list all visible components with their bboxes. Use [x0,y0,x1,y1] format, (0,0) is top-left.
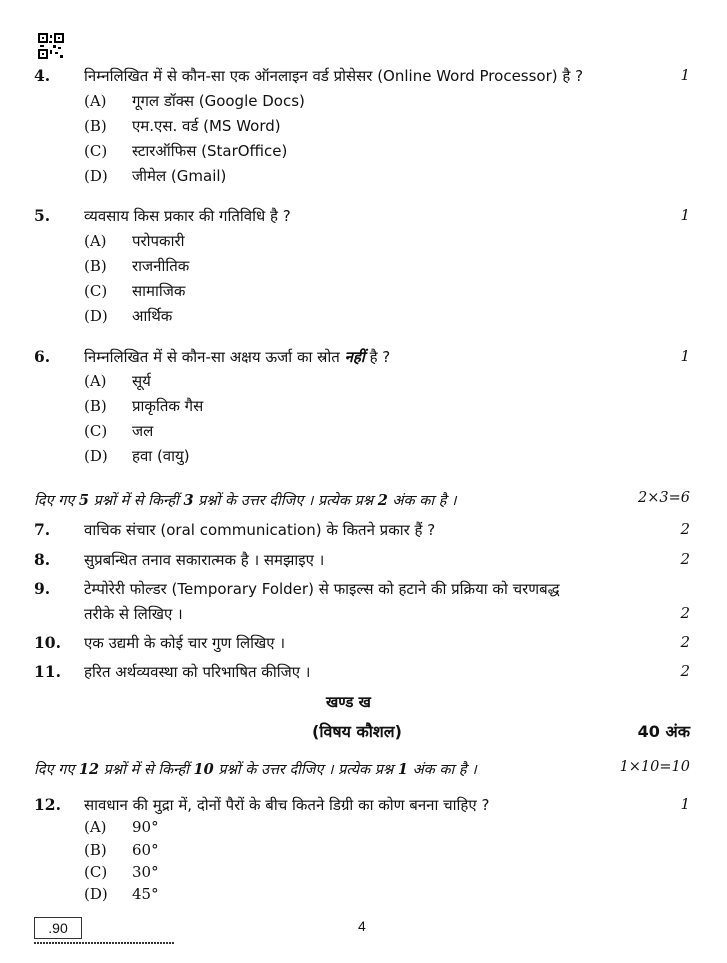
question-text: हरित अर्थव्यवस्था को परिभाषित कीजिए । [84,663,311,681]
option-b [84,396,203,416]
question-marks: 1 [680,347,690,365]
option-b [84,116,281,136]
option-text: हवा (वायु) [132,447,190,465]
question-text: निम्नलिखित में से कौन-सा एक ऑनलाइन वर्ड प्रोसेसर (Online Word Processor) है ? [84,67,584,85]
question-number: 7. [34,520,51,539]
question-text: सावधान की मुद्रा में, दोनों पैरों के बीच कितने डिग्री का कोण बनना चाहिए ? [84,796,490,814]
question-text [84,347,390,367]
option-d [84,446,190,466]
question-number: 10. [34,633,61,652]
instruction-number: 3 [183,492,194,509]
option-label: (A) [84,92,107,110]
option-text: जल [132,422,154,440]
instruction-number: 5 [78,492,89,509]
instruction-text: प्रश्नों के उत्तर दीजिए । प्रत्येक प्रश्न [193,493,378,509]
option-b [84,841,159,859]
option-label: (C) [84,863,108,881]
option-c [84,141,287,161]
option-text: प्राकृतिक गैस [132,397,204,415]
question-marks: 2 [680,662,690,680]
section-subtitle: (विषय कौशल) [312,722,402,741]
instruction-text: प्रश्नों में से किन्हीं [88,493,184,509]
instruction-text: दिए गए [34,762,79,778]
instruction-text: अंक का है । [407,762,477,778]
option-label: (A) [84,372,107,390]
question-number: 5. [34,206,51,225]
option-label: (D) [84,885,108,903]
option-text: 60° [132,841,159,859]
option-label: (B) [84,117,107,135]
option-text: गूगल डॉक्स (Google Docs) [132,92,305,110]
option-text: आर्थिक [132,307,173,325]
option-text: सामाजिक [132,282,186,300]
option-text: 90° [132,818,159,836]
option-text: स्टारऑफिस (StarOffice) [132,142,288,160]
question-number: 6. [34,347,51,366]
instruction [34,490,457,510]
option-b [84,256,189,276]
option-c [84,421,153,441]
option-label: (B) [84,841,107,859]
option-label: (C) [84,142,108,160]
question-number: 9. [34,579,51,598]
instruction-number: 10 [193,761,214,778]
instruction-text: प्रश्नों में से किन्हीं [99,762,194,778]
question-marks: 1 [680,66,690,84]
option-d [84,885,159,903]
option-text: 30° [132,863,159,881]
question-marks: 2 [680,550,690,568]
question-text: तरीके से लिखिए । [84,605,183,623]
option-label: (D) [84,447,108,465]
emphasis-text: नहीं [344,348,365,366]
option-d [84,306,172,326]
question-number: 4. [34,66,51,85]
option-label: (C) [84,282,108,300]
option-a [84,818,159,836]
option-label: (C) [84,422,108,440]
instruction-text: प्रश्नों के उत्तर दीजिए । प्रत्येक प्रश्न [213,762,398,778]
option-label: (B) [84,397,107,415]
instruction-number: 1 [397,761,408,778]
option-label: (D) [84,167,108,185]
instruction-text: अंक का है । [387,493,457,509]
question-text-part: है ? [364,348,391,366]
question-text: व्यवसाय किस प्रकार की गतिविधि है ? [84,207,291,225]
section-title: खण्ड ख [326,693,371,711]
instruction-marks: 1×10=10 [619,759,690,775]
question-number: 8. [34,550,51,569]
question-marks: 2 [680,633,690,651]
option-label: (A) [84,232,107,250]
option-text: 45° [132,885,159,903]
question-marks: 2 [680,604,690,622]
question-text-part: निम्नलिखित में से कौन-सा अक्षय ऊर्जा का स्रोत [84,348,345,366]
option-label: (A) [84,818,107,836]
option-label: (D) [84,307,108,325]
question-marks: 2 [680,520,690,538]
instruction-marks: 2×3=6 [638,490,690,506]
instruction [34,759,477,779]
option-a [84,371,151,391]
option-c [84,863,159,881]
page-number: 4 [358,918,366,934]
option-label: (B) [84,257,107,275]
option-a [84,231,185,251]
option-c [84,281,185,301]
question-number: 11. [34,662,61,681]
qr-code-icon [38,33,64,59]
question-number: 12. [34,795,61,814]
question-marks: 1 [680,795,690,813]
instruction-number: 2 [377,492,388,509]
option-text: सूर्य [132,372,151,390]
option-d [84,166,226,186]
question-text: सुप्रबन्धित तनाव सकारात्मक है । समझाइए । [84,551,325,569]
question-marks: 1 [680,206,690,224]
instruction-text: दिए गए [34,493,79,509]
question-text: एक उद्यमी के कोई चार गुण लिखिए । [84,634,286,652]
question-text: वाचिक संचार (oral communication) के कितने प्रकार हैं ? [84,521,436,539]
option-text: एम.एस. वर्ड (MS Word) [132,117,281,135]
instruction-number: 12 [78,761,100,778]
option-text: जीमेल (Gmail) [132,167,227,185]
option-a [84,91,305,111]
option-text: परोपकारी [132,232,185,250]
barcode-strip [34,942,174,944]
section-marks: 40 अंक [637,722,690,741]
paper-code-box: .90 [34,917,82,939]
option-text: राजनीतिक [132,257,190,275]
question-text: टेम्पोरेरी फोल्डर (Temporary Folder) से फाइल्स को हटाने की प्रक्रिया को चरणबद्ध [84,580,560,598]
